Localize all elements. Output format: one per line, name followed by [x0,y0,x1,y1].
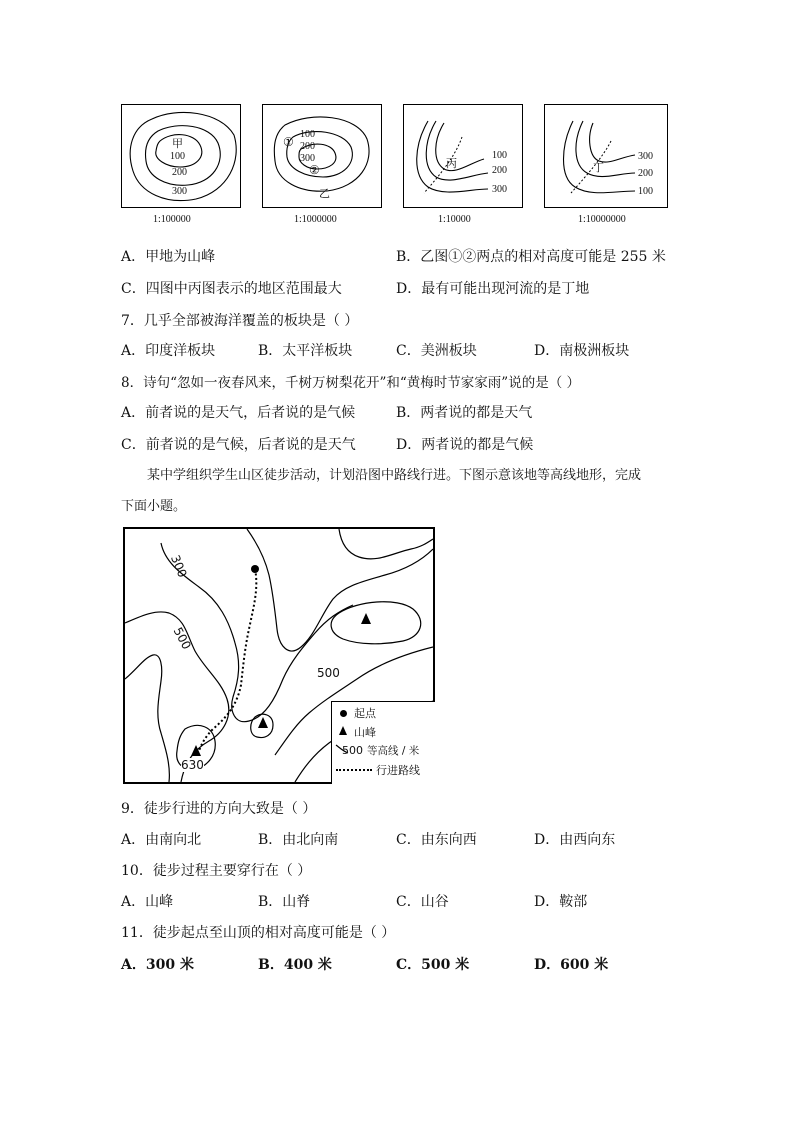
q6-option-a: A．甲地为山峰 [121,249,216,265]
hiking-contour-map [123,527,435,784]
passage-line-2: 下面小题。 [121,499,187,514]
q9-option-a: A．由南向北 [121,832,202,848]
start-point-marker [251,565,259,573]
q8-option-a: A．前者说的是天气，后者说的是气候 [121,405,356,421]
q10-option-b: B．山脊 [258,894,311,910]
map-bing-contour-100: 100 [492,150,507,161]
q7-option-d: D．南极洲板块 [534,343,630,359]
q7-option-a: A．印度洋板块 [121,343,216,359]
q9-stem: 9．徒步行进的方向大致是（ ） [121,801,317,817]
map-jia [121,104,241,208]
legend-start-marker [340,710,347,717]
contour-label-500-center: 500 [317,666,340,680]
q6-option-c: C．四图中丙图表示的地区范围最大 [121,281,342,297]
map-bing [403,104,523,208]
map-bing-contour-200: 200 [492,165,507,176]
q8-option-d: D．两者说的都是气候 [396,437,534,453]
map-ding-scale: 1:10000000 [578,214,626,225]
map-yi-contour-100: 100 [300,129,315,140]
map-yi-point-2: ② [309,163,320,177]
q7-stem: 7．几乎全部被海洋覆盖的板块是（ ） [121,313,359,329]
map-yi-point-1: ① [283,135,294,149]
legend-start-label: 起点 [354,707,376,720]
peak-icon-630 [191,745,201,756]
map-bing-place-label: 丙 [446,158,457,170]
map-yi-contour-200: 200 [300,141,315,152]
map-jia-contour-200: 200 [172,167,187,178]
legend-contour-label: 等高线 / 米 [367,745,420,757]
q10-option-a: A．山峰 [121,894,174,910]
q11-option-c: C．500 米 [396,957,470,973]
q8-option-b: B．两者说的都是天气 [396,405,533,421]
map-ding-contour-300: 300 [638,151,653,162]
q8-option-c: C．前者说的是气候，后者说的是天气 [121,437,356,453]
legend-route-symbol [336,769,372,771]
q6-option-b: B．乙图①②两点的相对高度可能是 255 米 [396,249,666,265]
q11-option-d: D．600 米 [534,957,609,973]
map-yi-scale: 1:1000000 [294,214,337,225]
q11-option-a: A．300 米 [121,957,194,973]
map-jia-scale: 1:100000 [153,214,191,225]
map-yi [262,104,382,208]
q10-option-d: D．鞍部 [534,894,588,910]
map-bing-scale: 1:10000 [438,214,471,225]
q9-option-c: C．由东向西 [396,832,477,848]
q9-option-d: D．由西向东 [534,832,616,848]
contour-label-500-left: 500 [170,625,194,652]
map-yi-place-label: 乙 [319,188,330,200]
legend-peak-label: 山峰 [354,726,376,739]
legend-route-label: 行进路线 [376,764,420,777]
map-jia-contour-300: 300 [172,186,187,197]
contour-label-630: 630 [181,758,204,772]
q7-option-c: C．美洲板块 [396,343,477,359]
q6-option-d: D．最有可能出现河流的是丁地 [396,281,590,297]
contour-label-300: 300 [168,553,190,580]
q10-stem: 10．徒步过程主要穿行在（ ） [121,863,312,879]
q11-option-b: B．400 米 [258,957,332,973]
map-jia-contour-100: 100 [170,151,185,162]
map-bing-contour-300: 300 [492,184,507,195]
legend-contour-sample: 500 [342,744,363,757]
map-ding [544,104,668,208]
q10-option-c: C．山谷 [396,894,449,910]
peak-icon-right [361,613,371,624]
map-yi-contour-300: 300 [300,153,315,164]
map-ding-contour-200: 200 [638,168,653,179]
map-ding-place-label: 丁 [593,162,604,174]
peak-icon-middle [258,717,268,728]
map-ding-contour-100: 100 [638,186,653,197]
passage-line-1: 某中学组织学生山区徒步活动，计划沿图中路线行进。下图示意该地等高线地形，完成 [147,468,642,483]
map-legend [331,701,435,784]
map-jia-place-label: 甲 [172,138,183,150]
q8-stem: 8．诗句“忽如一夜春风来，千树万树梨花开”和“黄梅时节家家雨”说的是（ ） [121,375,580,391]
q11-stem: 11．徒步起点至山顶的相对高度可能是（ ） [121,925,396,941]
legend-peak-icon [339,726,347,735]
q9-option-b: B．由北向南 [258,832,339,848]
q7-option-b: B．太平洋板块 [258,343,353,359]
